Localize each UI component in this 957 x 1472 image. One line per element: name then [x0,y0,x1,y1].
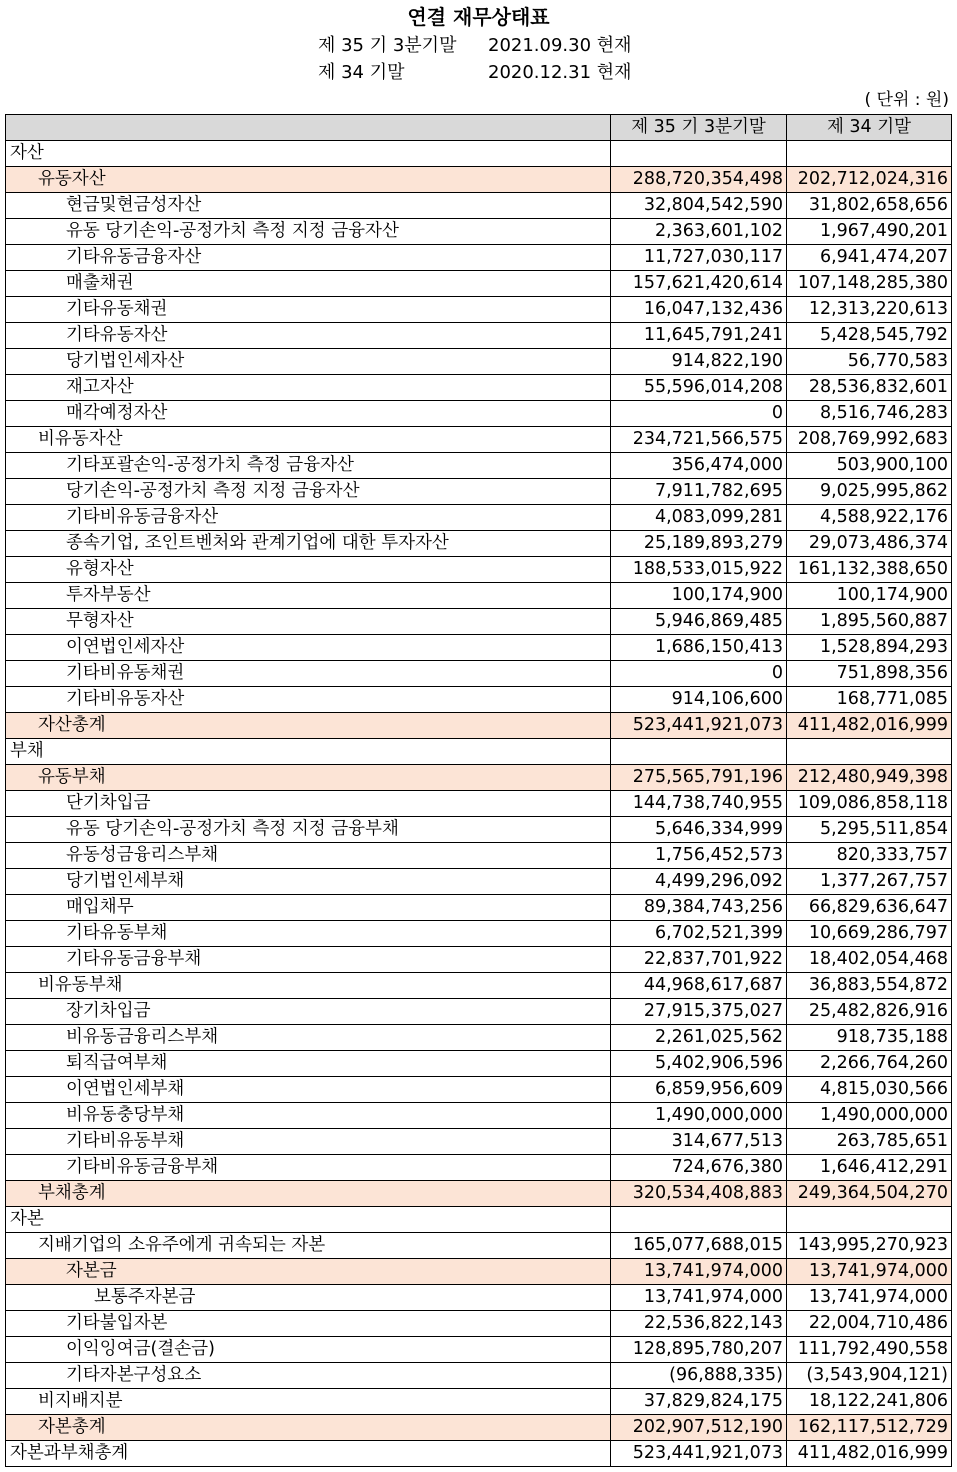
current-period-value: 4,083,099,281 [611,505,787,531]
previous-period-value: 107,148,285,380 [787,271,952,297]
table-row [6,323,952,349]
previous-period-value: 263,785,651 [787,1129,952,1155]
table-row [6,349,952,375]
previous-period-value: 208,769,992,683 [787,427,952,453]
previous-period-value: 111,792,490,558 [787,1337,952,1363]
current-period-value: 22,536,822,143 [611,1311,787,1337]
previous-period-value: 5,428,545,792 [787,323,952,349]
current-period-value: 314,677,513 [611,1129,787,1155]
previous-period-value: 411,482,016,999 [787,1441,952,1467]
current-period-value: 914,106,600 [611,687,787,713]
current-period-value: 1,756,452,573 [611,843,787,869]
previous-period-value: 6,941,474,207 [787,245,952,271]
account-name: 당기법인세부채 [6,869,611,895]
current-period-value: 7,911,782,695 [611,479,787,505]
current-period-value [611,141,787,167]
account-name: 기타자본구성요소 [6,1363,611,1389]
table-row [6,1415,952,1441]
account-name: 기타유동금융부채 [6,947,611,973]
table-row [6,141,952,167]
account-name: 기타유동자산 [6,323,611,349]
table-row [6,1441,952,1467]
previous-period-value: 1,895,560,887 [787,609,952,635]
current-period-value: 27,915,375,027 [611,999,787,1025]
account-name: 유동부채 [6,765,611,791]
period-previous-label: 제 34 기말 [318,62,405,83]
table-row [6,999,952,1025]
table-row [6,687,952,713]
table-row [6,479,952,505]
table-row [6,427,952,453]
current-period-value: 4,499,296,092 [611,869,787,895]
table-row [6,401,952,427]
account-name: 기타유동채권 [6,297,611,323]
table-row [6,1077,952,1103]
current-period-value: 523,441,921,073 [611,713,787,739]
table-row [6,583,952,609]
account-name: 퇴직급여부채 [6,1051,611,1077]
table-row [6,505,952,531]
current-period-value: 5,402,906,596 [611,1051,787,1077]
previous-period-value [787,1207,952,1233]
previous-period-value: 1,377,267,757 [787,869,952,895]
account-name: 재고자산 [6,375,611,401]
current-period-value: 1,490,000,000 [611,1103,787,1129]
previous-period-value: 13,741,974,000 [787,1259,952,1285]
previous-period-value: 8,516,746,283 [787,401,952,427]
balance-sheet-table [5,114,952,1467]
table-row [6,739,952,765]
table-row [6,1051,952,1077]
previous-period-value: 4,588,922,176 [787,505,952,531]
table-row [6,1129,952,1155]
table-row [6,635,952,661]
current-period-value: 89,384,743,256 [611,895,787,921]
previous-period-value: 31,802,658,656 [787,193,952,219]
current-period-value: 2,261,025,562 [611,1025,787,1051]
previous-period-value: 18,122,241,806 [787,1389,952,1415]
account-name: 기타포괄손익-공정가치 측정 금융자산 [6,453,611,479]
table-row [6,1363,952,1389]
account-name: 현금및현금성자산 [6,193,611,219]
previous-period-value: 249,364,504,270 [787,1181,952,1207]
header-previous-period: 제 34 기말 [787,115,952,141]
previous-period-value: 143,995,270,923 [787,1233,952,1259]
previous-period-value: 10,669,286,797 [787,921,952,947]
table-row [6,973,952,999]
current-period-value: 44,968,617,687 [611,973,787,999]
previous-period-value: 13,741,974,000 [787,1285,952,1311]
previous-period-value: 100,174,900 [787,583,952,609]
current-period-value: 22,837,701,922 [611,947,787,973]
current-period-value: 13,741,974,000 [611,1259,787,1285]
current-period-value: 523,441,921,073 [611,1441,787,1467]
account-name: 부채 [6,739,611,765]
table-row [6,1233,952,1259]
current-period-value: 914,822,190 [611,349,787,375]
previous-period-value: 18,402,054,468 [787,947,952,973]
previous-period-value: 751,898,356 [787,661,952,687]
account-name: 자산총계 [6,713,611,739]
previous-period-value [787,141,952,167]
current-period-value: 6,702,521,399 [611,921,787,947]
current-period-value: 11,727,030,117 [611,245,787,271]
previous-period-value: 918,735,188 [787,1025,952,1051]
table-row [6,271,952,297]
account-name: 자본총계 [6,1415,611,1441]
current-period-value: 5,946,869,485 [611,609,787,635]
previous-period-value: 503,900,100 [787,453,952,479]
previous-period-value: 29,073,486,374 [787,531,952,557]
table-row [6,1285,952,1311]
current-period-value: 724,676,380 [611,1155,787,1181]
account-name: 장기차입금 [6,999,611,1025]
previous-period-value: 411,482,016,999 [787,713,952,739]
period-previous-date: 2020.12.31 현재 [488,62,632,83]
table-row [6,661,952,687]
current-period-value: 188,533,015,922 [611,557,787,583]
previous-period-value: 5,295,511,854 [787,817,952,843]
account-name: 기타비유동금융부채 [6,1155,611,1181]
previous-period-value: 4,815,030,566 [787,1077,952,1103]
table-row [6,713,952,739]
current-period-value: 13,741,974,000 [611,1285,787,1311]
table-row [6,167,952,193]
previous-period-value: 56,770,583 [787,349,952,375]
current-period-value [611,1207,787,1233]
current-period-value: 202,907,512,190 [611,1415,787,1441]
current-period-value: 275,565,791,196 [611,765,787,791]
previous-period-value: 161,132,388,650 [787,557,952,583]
current-period-value: 128,895,780,207 [611,1337,787,1363]
current-period-value: 2,363,601,102 [611,219,787,245]
previous-period-value: 36,883,554,872 [787,973,952,999]
table-row [6,375,952,401]
table-body [6,141,952,1467]
previous-period-value: 1,490,000,000 [787,1103,952,1129]
previous-period-value: 22,004,710,486 [787,1311,952,1337]
account-name: 기타유동부채 [6,921,611,947]
current-period-value: 5,646,334,999 [611,817,787,843]
account-name: 보통주자본금 [6,1285,611,1311]
table-row [6,1155,952,1181]
period-current-date: 2021.09.30 현재 [488,35,632,56]
current-period-value: 16,047,132,436 [611,297,787,323]
previous-period-value: 28,536,832,601 [787,375,952,401]
current-period-value: 157,621,420,614 [611,271,787,297]
account-name: 매각예정자산 [6,401,611,427]
table-row [6,297,952,323]
account-name: 비지배지분 [6,1389,611,1415]
table-row [6,791,952,817]
table-row [6,1181,952,1207]
table-row [6,245,952,271]
current-period-value: 288,720,354,498 [611,167,787,193]
table-row [6,193,952,219]
account-name: 이연법인세자산 [6,635,611,661]
account-name: 부채총계 [6,1181,611,1207]
current-period-value: 11,645,791,241 [611,323,787,349]
table-row [6,1337,952,1363]
account-name: 매출채권 [6,271,611,297]
current-period-value: (96,888,335) [611,1363,787,1389]
previous-period-value: 66,829,636,647 [787,895,952,921]
previous-period-value: 25,482,826,916 [787,999,952,1025]
previous-period-value: 212,480,949,398 [787,765,952,791]
current-period-value: 100,174,900 [611,583,787,609]
account-name: 매입채무 [6,895,611,921]
table-row [6,1025,952,1051]
current-period-value: 55,596,014,208 [611,375,787,401]
previous-period-value: 2,266,764,260 [787,1051,952,1077]
period-current-label: 제 35 기 3분기말 [318,35,457,56]
table-row [6,869,952,895]
current-period-value: 25,189,893,279 [611,531,787,557]
account-name: 자본 [6,1207,611,1233]
header-current-period: 제 35 기 3분기말 [611,115,787,141]
table-row [6,531,952,557]
current-period-value: 356,474,000 [611,453,787,479]
account-name: 자산 [6,141,611,167]
account-name: 당기법인세자산 [6,349,611,375]
current-period-value: 165,077,688,015 [611,1233,787,1259]
table-row [6,895,952,921]
account-name: 자본금 [6,1259,611,1285]
table-row [6,219,952,245]
account-name: 유동 당기손익-공정가치 측정 지정 금융부채 [6,817,611,843]
account-name: 투자부동산 [6,583,611,609]
account-name: 단기차입금 [6,791,611,817]
current-period-value: 6,859,956,609 [611,1077,787,1103]
account-name: 유동 당기손익-공정가치 측정 지정 금융자산 [6,219,611,245]
current-period-value: 234,721,566,575 [611,427,787,453]
current-period-value [611,739,787,765]
previous-period-value: 820,333,757 [787,843,952,869]
account-name: 기타비유동부채 [6,1129,611,1155]
table-row [6,921,952,947]
current-period-value: 37,829,824,175 [611,1389,787,1415]
previous-period-value [787,739,952,765]
previous-period-value: 12,313,220,613 [787,297,952,323]
previous-period-value: 9,025,995,862 [787,479,952,505]
current-period-value: 0 [611,401,787,427]
account-name: 이연법인세부채 [6,1077,611,1103]
table-row [6,1389,952,1415]
account-name: 비유동부채 [6,973,611,999]
table-row [6,765,952,791]
account-name: 종속기업, 조인트벤처와 관계기업에 대한 투자자산 [6,531,611,557]
current-period-value: 144,738,740,955 [611,791,787,817]
previous-period-value: 202,712,024,316 [787,167,952,193]
account-name: 당기손익-공정가치 측정 지정 금융자산 [6,479,611,505]
current-period-value: 32,804,542,590 [611,193,787,219]
account-name: 무형자산 [6,609,611,635]
previous-period-value: 1,967,490,201 [787,219,952,245]
account-name: 유동성금융리스부채 [6,843,611,869]
table-row [6,1259,952,1285]
table-row [6,453,952,479]
table-row [6,1207,952,1233]
current-period-value: 320,534,408,883 [611,1181,787,1207]
table-row [6,947,952,973]
table-row [6,609,952,635]
account-name: 기타비유동채권 [6,661,611,687]
header-account [6,115,611,141]
table-row [6,843,952,869]
current-period-value: 0 [611,661,787,687]
account-name: 비유동자산 [6,427,611,453]
unit-note: ( 단위 : 원) [864,90,949,110]
previous-period-value: (3,543,904,121) [787,1363,952,1389]
account-name: 비유동금융리스부채 [6,1025,611,1051]
previous-period-value: 1,646,412,291 [787,1155,952,1181]
table-header-row [6,115,952,141]
account-name: 기타비유동자산 [6,687,611,713]
account-name: 유동자산 [6,167,611,193]
account-name: 비유동충당부채 [6,1103,611,1129]
statement-title: 연결 재무상태표 [407,5,550,29]
statement-header [0,0,957,114]
account-name: 유형자산 [6,557,611,583]
table-row [6,557,952,583]
table-row [6,1103,952,1129]
account-name: 기타유동금융자산 [6,245,611,271]
previous-period-value: 109,086,858,118 [787,791,952,817]
account-name: 지배기업의 소유주에게 귀속되는 자본 [6,1233,611,1259]
account-name: 기타비유동금융자산 [6,505,611,531]
current-period-value: 1,686,150,413 [611,635,787,661]
table-row [6,817,952,843]
previous-period-value: 1,528,894,293 [787,635,952,661]
previous-period-value: 162,117,512,729 [787,1415,952,1441]
account-name: 이익잉여금(결손금) [6,1337,611,1363]
account-name: 자본과부채총계 [6,1441,611,1467]
table-row [6,1311,952,1337]
previous-period-value: 168,771,085 [787,687,952,713]
account-name: 기타불입자본 [6,1311,611,1337]
